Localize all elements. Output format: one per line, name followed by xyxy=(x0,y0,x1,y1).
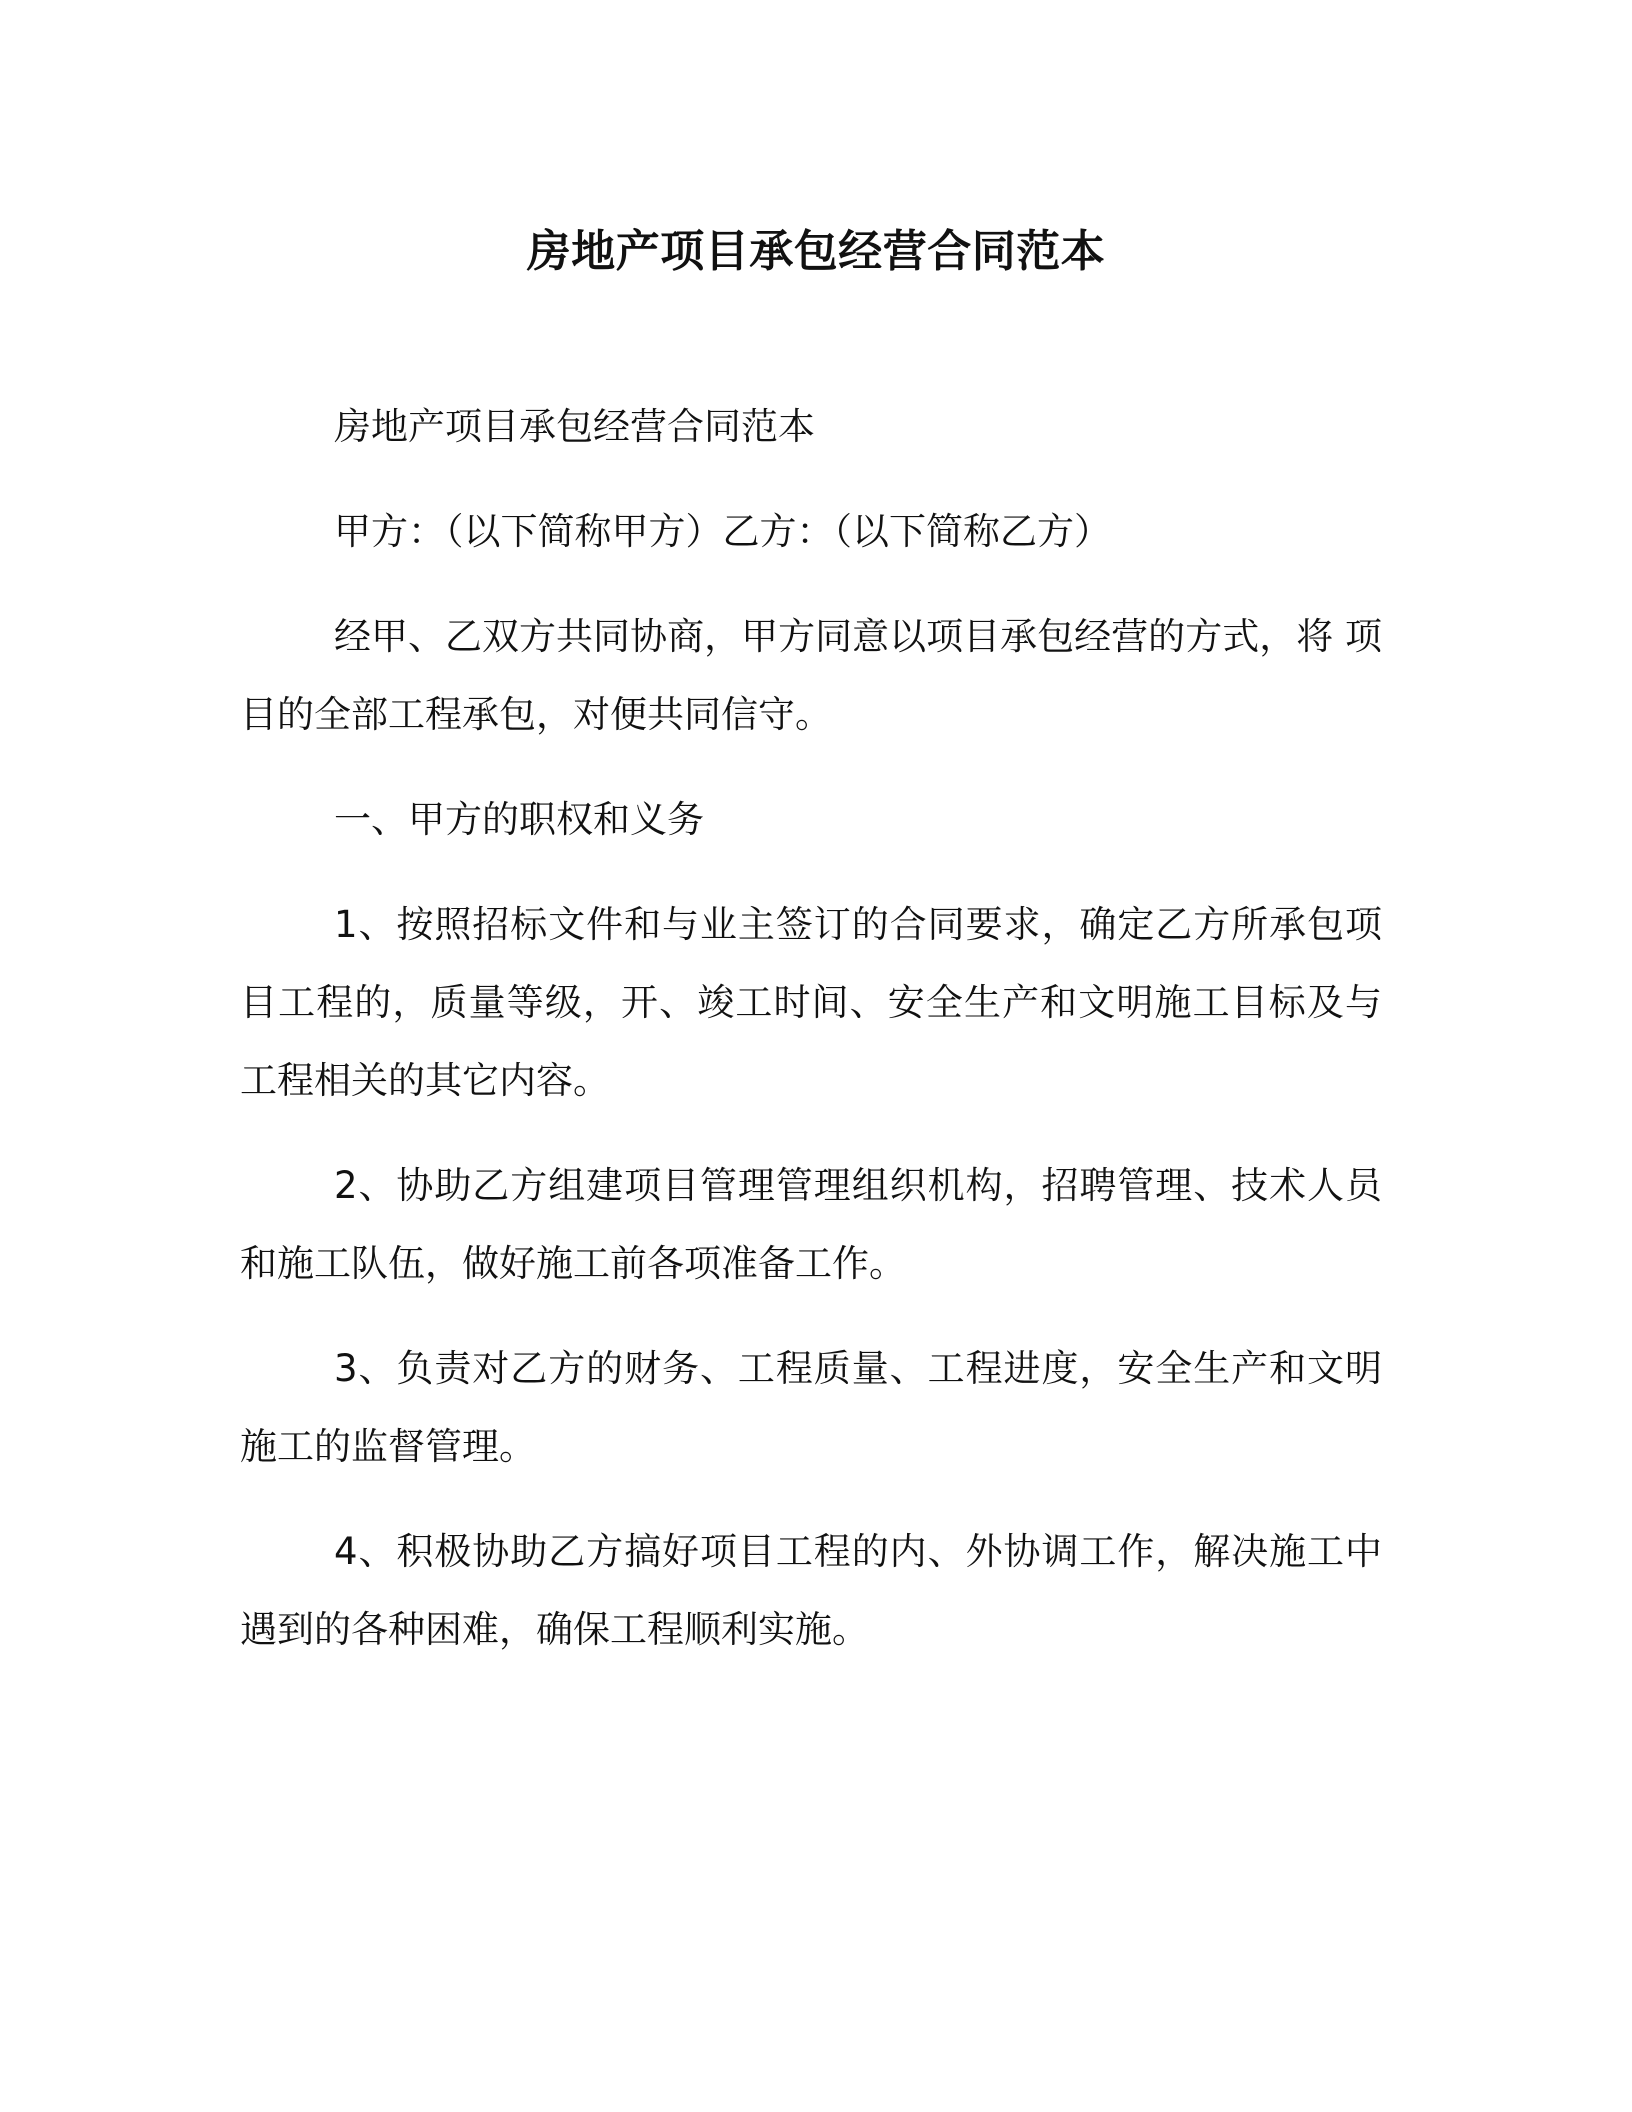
clause-3: 3、负责对乙方的财务、工程质量、工程进度，安全生产和文明施工的监督管理。 xyxy=(240,1347,1382,1468)
preamble-paragraph: 经甲、乙双方共同协商，甲方同意以项目承包经营的方式，将 项目的全部工程承包，对便共同信守。 xyxy=(240,615,1382,736)
document-title: 房地产项目承包经营合同范本 xyxy=(526,226,1106,277)
parties-paragraph: 甲方：（以下简称甲方）乙方：（以下简称乙方） xyxy=(334,510,1111,553)
clause-2: 2、协助乙方组建项目管理管理组织机构，招聘管理、技术人员和施工队伍，做好施工前各项准备工作。 xyxy=(240,1164,1382,1285)
document-body xyxy=(240,388,1382,1696)
clause-4: 4、积极协助乙方搞好项目工程的内、外协调工作，解决施工中遇到的各种困难，确保工程顺利实施。 xyxy=(240,1530,1382,1651)
section-heading-party-a-duties: 一、甲方的职权和义务 xyxy=(334,798,704,841)
clause-1: 1、按照招标文件和与业主签订的合同要求，确定乙方所承包项目工程的，质量等级，开、竣工时间、安全生产和文明施工目标及与工程相关的其它内容。 xyxy=(240,903,1382,1102)
subtitle-paragraph: 房地产项目承包经营合同范本 xyxy=(334,405,815,448)
